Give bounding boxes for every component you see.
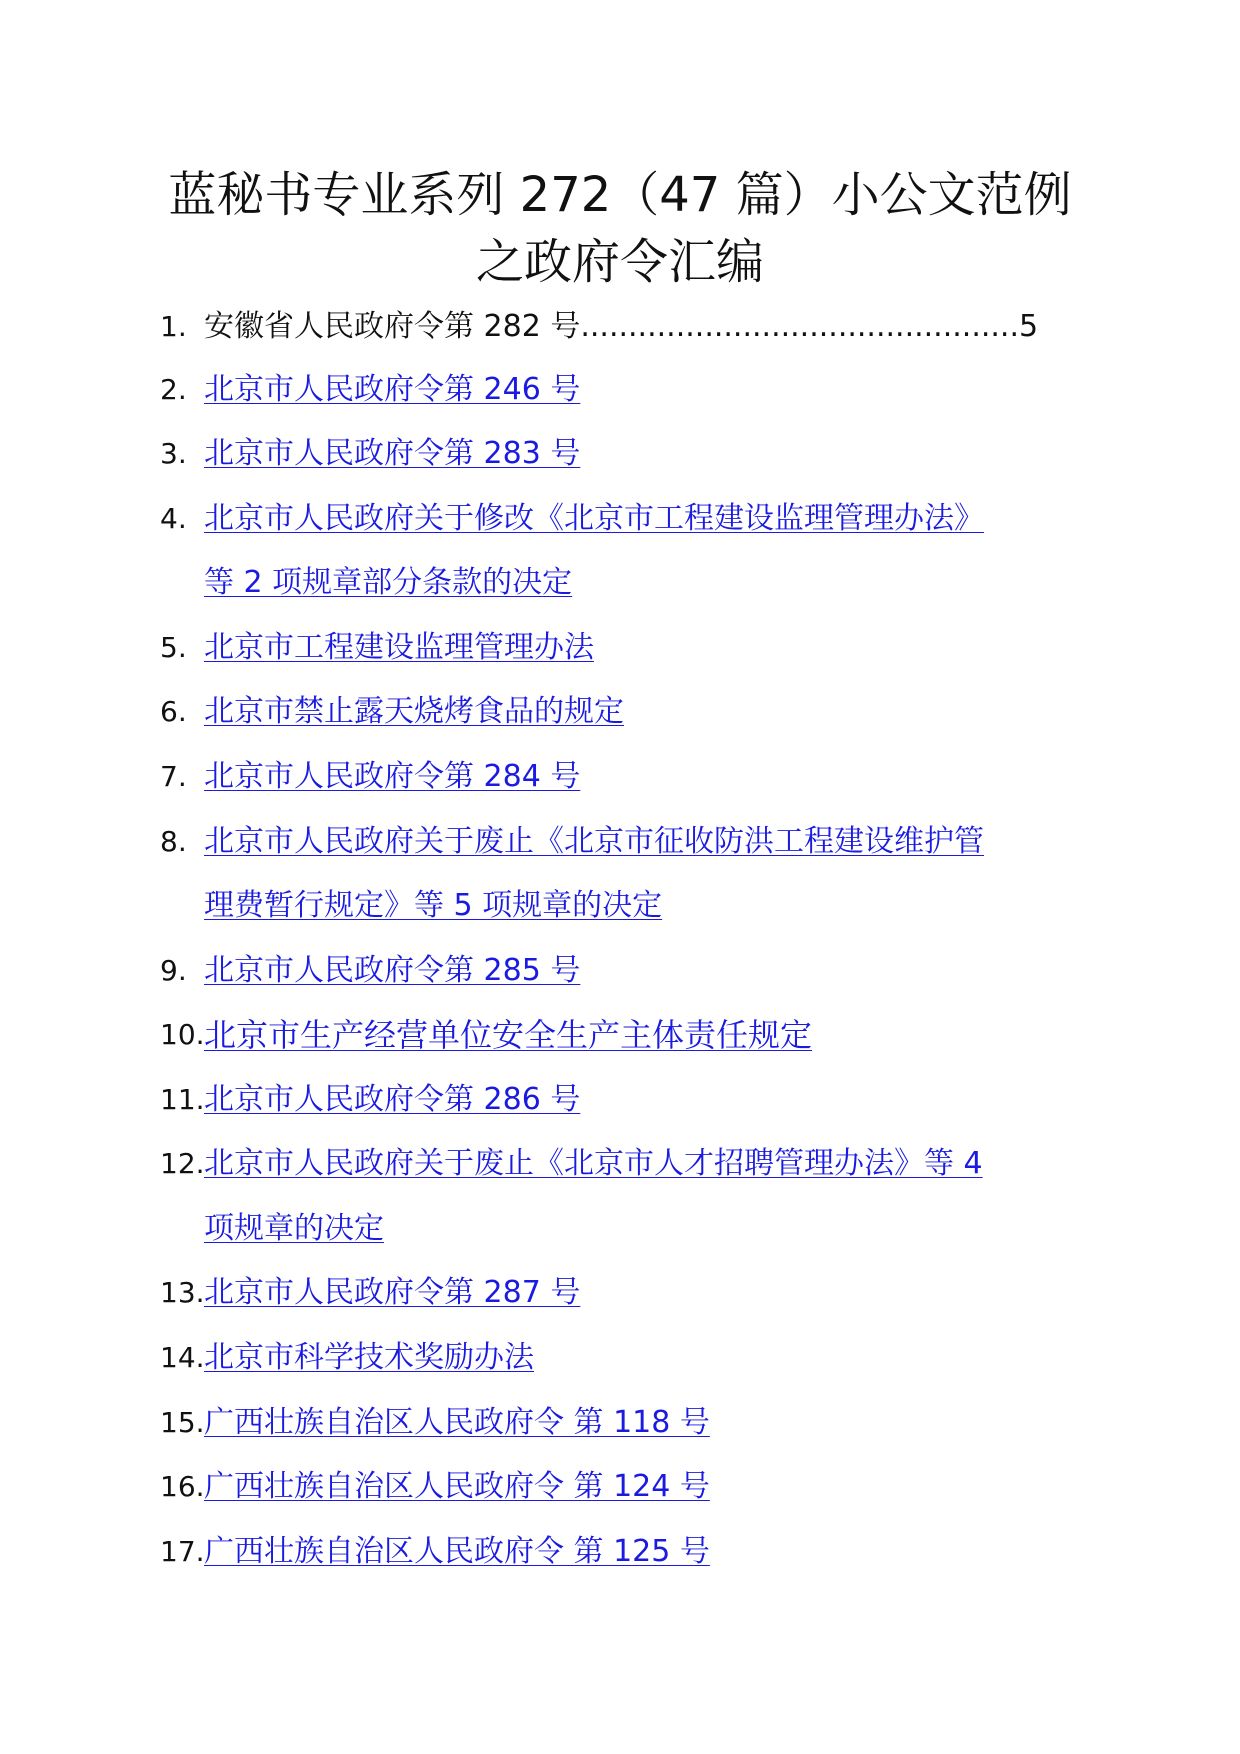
toc-item[interactable] [0, 495, 1240, 543]
toc-item-link[interactable]: 北京市人民政府关于废止《北京市人才招聘管理办法》等 4 [204, 1146, 983, 1181]
toc-item-number: 12. [160, 1147, 205, 1180]
toc-item-number: 10. [160, 1018, 205, 1051]
toc-item-link[interactable]: 广西壮族自治区人民政府令 第 118 号 [204, 1405, 710, 1440]
toc-item-link[interactable]: 北京市科学技术奖励办法 [204, 1340, 534, 1375]
toc-item-text: 安徽省人民政府令第 282 号..............................................5 [204, 309, 1039, 344]
toc-item-link[interactable]: 北京市人民政府关于废止《北京市征收防洪工程建设维护管 [204, 824, 984, 859]
toc-item-link[interactable]: 北京市人民政府令第 287 号 [204, 1275, 581, 1310]
toc-item[interactable] [0, 1399, 1240, 1447]
toc-item-link-continued[interactable]: 理费暂行规定》等 5 项规章的决定 [204, 888, 663, 923]
toc-item-continuation[interactable] [0, 1205, 1240, 1253]
toc-item-link[interactable]: 北京市禁止露天烧烤食品的规定 [204, 694, 624, 729]
toc-item[interactable] [0, 1528, 1240, 1576]
toc-item[interactable] [0, 624, 1240, 672]
toc-item[interactable] [0, 303, 1240, 351]
toc-item[interactable] [0, 947, 1240, 995]
toc-item-number: 15. [160, 1406, 205, 1439]
toc-item-number: 13. [160, 1276, 205, 1309]
toc-item-link[interactable]: 广西壮族自治区人民政府令 第 124 号 [204, 1469, 710, 1504]
toc-item-link-continued[interactable]: 项规章的决定 [204, 1211, 384, 1246]
toc-item-number: 11. [160, 1083, 205, 1116]
toc-item-number: 4. [160, 502, 187, 535]
toc-item-link[interactable]: 北京市人民政府令第 286 号 [204, 1082, 581, 1117]
toc-item-link[interactable]: 广西壮族自治区人民政府令 第 125 号 [204, 1534, 710, 1569]
toc-item[interactable] [0, 1463, 1240, 1511]
toc-item[interactable] [0, 1011, 1240, 1059]
toc-item-link[interactable]: 北京市工程建设监理管理办法 [204, 630, 594, 665]
toc-item-number: 17. [160, 1535, 205, 1568]
toc-item-number: 1. [160, 310, 187, 343]
toc-item-link[interactable]: 北京市人民政府令第 283 号 [204, 436, 581, 471]
toc-item-number: 7. [160, 760, 187, 793]
toc-item-link[interactable]: 北京市人民政府令第 284 号 [204, 759, 581, 794]
toc-item-link[interactable]: 北京市人民政府令第 246 号 [204, 372, 581, 407]
toc-item-number: 5. [160, 631, 187, 664]
toc-item-number: 14. [160, 1341, 205, 1374]
toc-item-link[interactable]: 北京市人民政府关于修改《北京市工程建设监理管理办法》 [204, 501, 984, 536]
toc-leader-dots: .............................................. [580, 309, 1020, 344]
toc-item-number: 2. [160, 373, 187, 406]
toc-item-continuation[interactable] [0, 882, 1240, 930]
toc-item[interactable] [0, 688, 1240, 736]
toc-item[interactable] [0, 366, 1240, 414]
toc-item[interactable] [0, 818, 1240, 866]
toc-item[interactable] [0, 1140, 1240, 1188]
toc-item-link[interactable]: 北京市人民政府令第 285 号 [204, 953, 581, 988]
toc-item[interactable] [0, 1334, 1240, 1382]
toc-item[interactable] [0, 753, 1240, 801]
toc-item-number: 6. [160, 695, 187, 728]
toc-item[interactable] [0, 1269, 1240, 1317]
toc-item-number: 9. [160, 954, 187, 987]
toc-item-number: 16. [160, 1470, 205, 1503]
toc-item[interactable] [0, 430, 1240, 478]
toc-item-link[interactable]: 北京市生产经营单位安全生产主体责任规定 [204, 1016, 813, 1054]
toc-item-number: 8. [160, 825, 187, 858]
toc-item-continuation[interactable] [0, 559, 1240, 607]
toc-item-number: 3. [160, 437, 187, 470]
document-title-line-2: 之政府令汇编 [475, 234, 764, 290]
toc-item[interactable] [0, 1076, 1240, 1124]
toc-item-link-continued[interactable]: 等 2 项规章部分条款的决定 [204, 565, 573, 600]
document-title-line-1: 蓝秘书专业系列 272（47 篇）小公文范例 [168, 167, 1072, 223]
toc-page-number: 5 [1019, 309, 1039, 344]
